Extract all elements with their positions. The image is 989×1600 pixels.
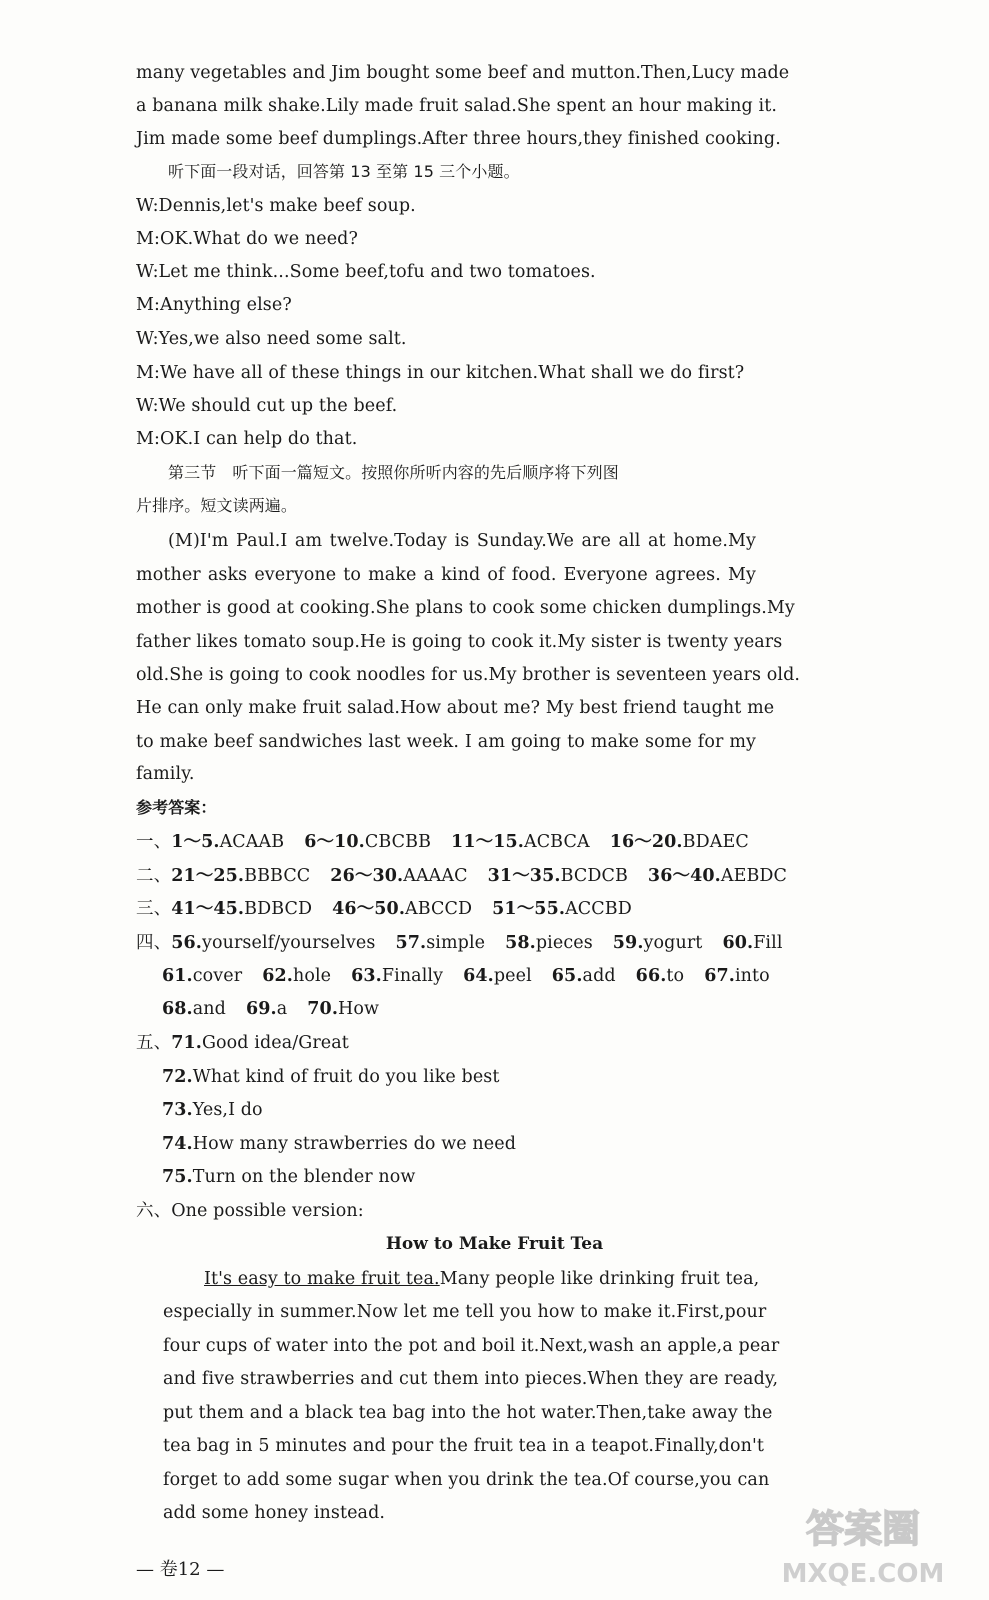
narration-line: Jim made some beef dumplings.After three hours,they finished cooking. <box>136 129 781 149</box>
answer-num: 26～30. <box>330 866 404 886</box>
essay-line: tea bag in 5 minutes and pour the fruit tea in a teapot.Finally,don't <box>163 1436 764 1456</box>
answer-num: 65. <box>551 966 583 986</box>
answer-num: 41～45. <box>171 899 245 919</box>
watermark-text: 答案圈 <box>805 1507 921 1551</box>
narration-line: a banana milk shake.Lily made fruit salad.She spent an hour making it. <box>136 96 778 116</box>
dialog-instruction: 听下面一段对话，回答第 13 至第 15 三个小题。 <box>168 162 520 181</box>
answer-num: 74. <box>162 1134 193 1154</box>
answer-value: to <box>666 966 685 986</box>
section-prefix: 三、 <box>136 899 172 919</box>
answer-value: pieces <box>535 933 593 953</box>
watermark-url: MXQE.COM <box>781 1559 945 1589</box>
answer-value: into <box>734 966 770 986</box>
essay-title: How to Make Fruit Tea <box>385 1234 604 1254</box>
answer-num: 36～40. <box>647 866 721 886</box>
section-prefix: 四、 <box>136 933 172 953</box>
answer-value: Fill <box>753 933 783 953</box>
dialog-line: M:OK.What do we need? <box>136 229 358 249</box>
answer-row-4b <box>162 964 782 988</box>
answer-num: 16～20. <box>609 832 683 852</box>
answer-num: 46～50. <box>332 899 406 919</box>
answer-num: 31～35. <box>487 866 561 886</box>
answer-num: 72. <box>162 1067 193 1087</box>
narration-line: many vegetables and Jim bought some beef and mutton.Then,Lucy made <box>136 63 790 83</box>
answer-row-74 <box>162 1132 782 1156</box>
essay-first-line <box>204 1267 760 1291</box>
answer-value: yourself/yourselves <box>201 933 376 953</box>
answer-value: simple <box>426 933 486 953</box>
essay-line: put them and a black tea bag into the hot water.Then,take away the <box>163 1403 773 1423</box>
answer-num: 64. <box>463 966 494 986</box>
answer-row-4a <box>136 931 783 955</box>
answer-value: ABCCD <box>405 899 473 919</box>
passage-line: to make beef sandwiches last week. I am going to make some for my <box>136 732 756 752</box>
answer-num: 60. <box>722 933 754 953</box>
answer-num: 67. <box>704 966 735 986</box>
answer-num: 1～5. <box>171 832 220 852</box>
answer-num: 59. <box>612 933 644 953</box>
essay-line: forget to add some sugar when you drink the tea.Of course,you can <box>163 1470 770 1490</box>
answer-value: ACBCA <box>523 832 590 852</box>
answer-row-75 <box>162 1165 782 1189</box>
answer-num: 11～15. <box>451 832 524 852</box>
answer-value: ACCBD <box>565 899 632 919</box>
answer-value: Finally <box>381 966 444 986</box>
answer-row-73 <box>162 1098 782 1122</box>
essay-text: Many people like drinking fruit tea, <box>439 1269 760 1289</box>
answer-value: a <box>276 999 288 1019</box>
section-three-instruction-cont: 片排序。短文读两遍。 <box>136 496 298 515</box>
answer-num: 21～25. <box>171 866 245 886</box>
answer-num: 61. <box>162 966 193 986</box>
answer-value: BDBCD <box>244 899 313 919</box>
answer-value: BCDCB <box>560 866 628 886</box>
answer-num: 66. <box>635 966 667 986</box>
dialog-line: M:Anything else? <box>136 295 292 315</box>
essay-line: add some honey instead. <box>163 1503 386 1523</box>
dialog-line: W:Let me think...Some beef,tofu and two tomatoes. <box>136 262 596 282</box>
answer-row-2 <box>136 864 788 888</box>
dialog-line: M:OK.I can help do that. <box>136 429 358 449</box>
answer-num: 63. <box>351 966 382 986</box>
answer-value: cover <box>192 966 243 986</box>
watermark-logo <box>773 1490 953 1590</box>
answer-num: 69. <box>245 999 277 1019</box>
answer-value: BBBCC <box>244 866 311 886</box>
passage-line: He can only make fruit salad.How about me? My best friend taught me <box>136 698 775 718</box>
section-three-instruction: 第三节 听下面一篇短文。按照你所听内容的先后顺序将下列图 <box>168 463 619 482</box>
answer-value: hole <box>292 966 332 986</box>
section-prefix: 六、 <box>136 1201 172 1221</box>
answer-value: and <box>192 999 226 1019</box>
answer-value: BDAEC <box>682 832 749 852</box>
essay-topic-sentence: It's easy to make fruit tea. <box>204 1269 440 1289</box>
passage-line: mother is good at cooking.She plans to cook some chicken dumplings.My <box>136 598 795 618</box>
passage-line: father likes tomato soup.He is going to cook it.My sister is twenty years <box>136 632 783 652</box>
section-prefix: 一、 <box>136 832 172 852</box>
answer-value: Good idea/Great <box>201 1033 349 1053</box>
section-prefix: 二、 <box>136 866 172 886</box>
answer-value: AAAAC <box>403 866 468 886</box>
answer-value: How <box>338 999 380 1019</box>
answer-value: add <box>582 966 616 986</box>
answer-row-4c <box>162 997 782 1021</box>
answer-num: 6～10. <box>304 832 365 852</box>
essay-line: four cups of water into the pot and boil it.Next,wash an apple,a pear <box>163 1336 780 1356</box>
answer-row-72 <box>162 1065 782 1089</box>
answer-num: 68. <box>162 999 193 1019</box>
answers-heading: 参考答案： <box>136 798 217 817</box>
answer-value: yogurt <box>643 933 703 953</box>
section-prefix: 五、 <box>136 1033 172 1053</box>
answer-value: Yes,I do <box>192 1100 263 1120</box>
answer-value: One possible version: <box>171 1201 364 1221</box>
dialog-line: M:We have all of these things in our kitchen.What shall we do first? <box>136 363 745 383</box>
answer-num: 71. <box>171 1033 202 1053</box>
answer-num: 57. <box>395 933 427 953</box>
answer-value: CBCBB <box>364 832 432 852</box>
answer-row-5 <box>136 1031 756 1055</box>
answer-num: 70. <box>307 999 339 1019</box>
answer-value: AEBDC <box>720 866 788 886</box>
answer-row-6 <box>136 1199 756 1223</box>
answer-num: 56. <box>171 933 202 953</box>
answer-row-1 <box>136 830 756 854</box>
dialog-line: W:Dennis,let's make beef soup. <box>136 196 416 216</box>
answer-num: 62. <box>262 966 293 986</box>
essay-line: and five strawberries and cut them into pieces.When they are ready, <box>163 1369 779 1389</box>
answer-value: Turn on the blender now <box>192 1167 416 1187</box>
answer-num: 51～55. <box>492 899 566 919</box>
passage-line: family. <box>136 764 195 784</box>
answer-num: 75. <box>162 1167 193 1187</box>
passage-line: old.She is going to cook noodles for us.My brother is seventeen years old. <box>136 665 801 685</box>
page-number: — 卷12 — <box>136 1559 225 1580</box>
answer-value: How many strawberries do we need <box>192 1134 516 1154</box>
answer-num: 73. <box>162 1100 193 1120</box>
dialog-line: W:We should cut up the beef. <box>136 396 398 416</box>
answer-num: 58. <box>505 933 536 953</box>
essay-line: especially in summer.Now let me tell you how to make it.First,pour <box>163 1302 767 1322</box>
answer-value: peel <box>493 966 532 986</box>
answer-row-3 <box>136 897 756 921</box>
dialog-line: W:Yes,we also need some salt. <box>136 329 407 349</box>
passage-line: (M)I'm Paul.I am twelve.Today is Sunday.We are all at home.My <box>168 531 756 551</box>
answer-value: What kind of fruit do you like best <box>192 1067 500 1087</box>
passage-line: mother asks everyone to make a kind of food. Everyone agrees. My <box>136 565 756 585</box>
answer-value: ACAAB <box>219 832 285 852</box>
